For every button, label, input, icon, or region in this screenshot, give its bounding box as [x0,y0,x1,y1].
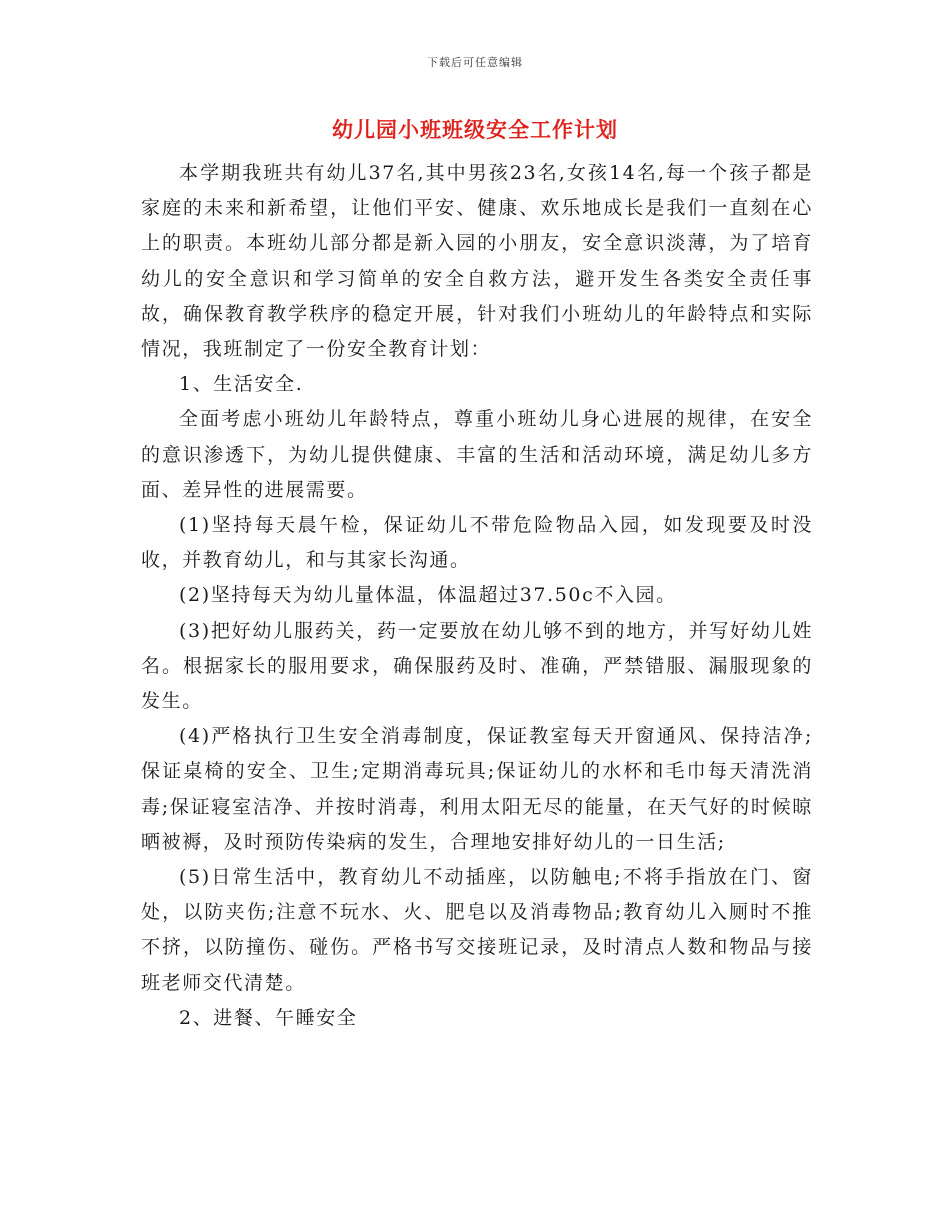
section-heading-life-safety: 1、生活安全. [179,373,304,396]
document-title: 幼儿园小班班级安全工作计划 [332,118,618,142]
paragraph-intro: 本学期我班共有幼儿37名,其中男孩23名,女孩14名,每一个孩子都是家庭的未来和新希望，让他们平安、健康、欢乐地成长是我们一直刻在心上的职责。本班幼儿部分都是新入园的小朋友，安全意识淡薄，为了培育幼儿的安全意识和学习简单的安全自救方法，避开发生各类安全责任事故，确保教育教学秩序的稳定开展，针对我们小班幼儿的年龄特点和实际情况，我班制定了一份安全教育计划： [141,162,813,361]
list-item-3: (3)把好幼儿服药关，药一定要放在幼儿够不到的地方，并写好幼儿姓名。根据家长的服用要求，确保服药及时、准确，严禁错服、漏服现象的发生。 [141,619,813,713]
section-heading-meal-nap-safety: 2、进餐、午睡安全 [179,1006,358,1029]
list-item-2: (2)坚持每天为幼儿量体温，体温超过37.50c不入园。 [179,584,677,607]
header-note: 下载后可任意编辑 [427,56,523,69]
list-item-4: (4)严格执行卫生安全消毒制度，保证教室每天开窗通风、保持洁净;保证桌椅的安全、卫生;定期消毒玩具;保证幼儿的水杯和毛巾每天清洗消毒;保证寝室洁净、并按时消毒，利用太阳无尽的能量，在天气好的时候晾晒被褥，及时预防传染病的发生，合理地安排好幼儿的一日生活; [141,725,813,853]
paragraph-life-safety: 全面考虑小班幼儿年龄特点，尊重小班幼儿身心进展的规律，在安全的意识渗透下，为幼儿提供健康、丰富的生活和活动环境，满足幼儿多方面、差异性的进展需要。 [141,408,813,501]
list-item-5: (5)日常生活中，教育幼儿不动插座，以防触电;不将手指放在门、窗处，以防夹伤;注意不玩水、火、肥皂以及消毒物品;教育幼儿入厕时不推不挤，以防撞伤、碰伤。严格书写交接班记录，及时清点人数和物品与接班老师交代清楚。 [141,866,813,994]
document-body [141,156,813,1036]
list-item-1: (1)坚持每天晨午检，保证幼儿不带危险物品入园，如发现要及时没收，并教育幼儿，和与其家长沟通。 [141,514,813,572]
